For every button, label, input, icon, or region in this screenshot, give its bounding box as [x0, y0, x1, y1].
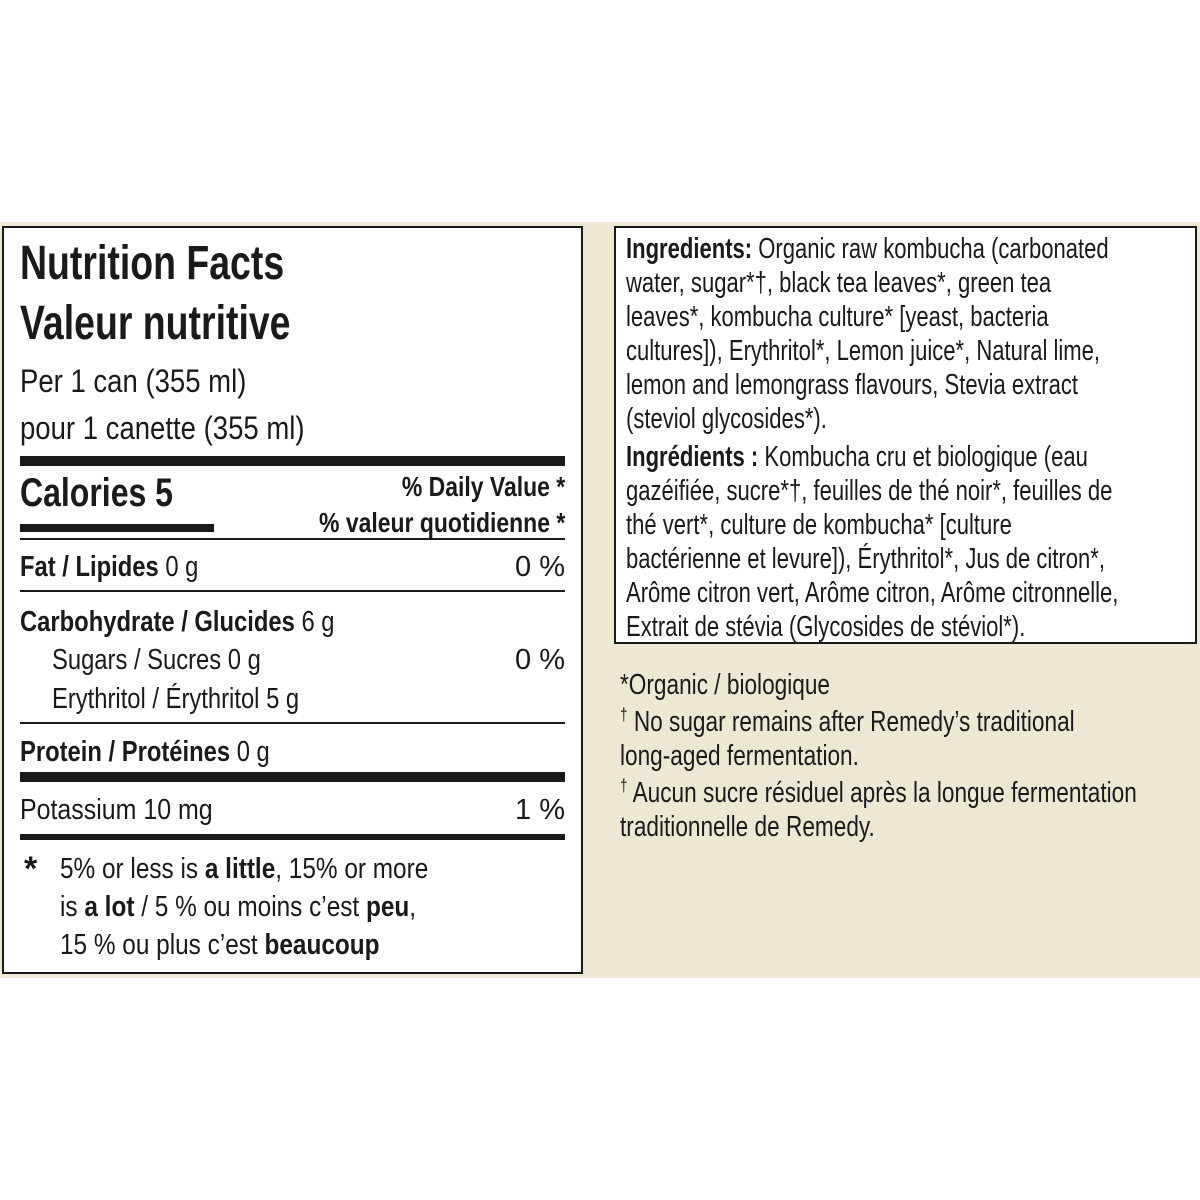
thick-rule [20, 456, 565, 466]
serving-size-en: Per 1 can (355 ml) [20, 363, 247, 399]
nutrition-title-en: Nutrition Facts [20, 237, 285, 290]
calories-rule [20, 524, 214, 532]
nutrition-facts-table: Nutrition Facts Valeur nutritive Per 1 can (355 ml) pour 1 canette (355 ml) Calories 5 % Daily Value * % valeur quotidienne * Fat / Lipides 0 g 0 % Carbohydrate / Glucides 6 g Sugars / Sucres 0 g 0 % Erythritol / Érythritol 5 g Protein / Protéines 0 g Potassium 10 mg 1 % * 5% or less is a little, 15% or more is a lot / 5 % ou moins c’est peu, 15 % ou plus c’est beaucoup [2, 226, 583, 974]
ingredients-box [614, 226, 1197, 644]
divider [20, 590, 565, 592]
nutrition-title-fr: Valeur nutritive [20, 297, 291, 350]
no-sugar-note-en: † No sugar remains after Remedy’s traditional [620, 704, 1075, 738]
daily-value-fr: % valeur quotidienne * [318, 507, 565, 538]
divider [20, 722, 565, 724]
daily-value-en: % Daily Value * [401, 471, 565, 502]
thick-rule [20, 772, 565, 782]
serving-size-fr: pour 1 canette (355 ml) [20, 410, 305, 446]
ingredients-fr-label: Ingrédients : [626, 441, 759, 473]
calories-label: Calories 5 [20, 471, 173, 515]
ingredients-en-label: Ingredients: [626, 233, 753, 265]
label-footnotes: *Organic / biologique † No sugar remains after Remedy’s traditional long-aged fermentation. † Aucun sucre résiduel après la longue fermentation traditionnelle de Remedy. [620, 669, 1137, 843]
ingredients-en: Ingredients: Organic raw kombucha (carbonated water, sugar*†, black tea leaves*, green tea leaves*, kombucha culture* [yeast, bacteria cultures]), Erythritol*, Lemon juice*, Natural lime, lemon and lemongrass flavours, Stevia extract (steviol glycosides*). [626, 233, 1109, 435]
no-sugar-note-fr: † Aucun sucre résiduel après la longue fermentation [620, 775, 1137, 809]
thick-rule [20, 834, 565, 840]
divider [20, 538, 565, 540]
organic-note: *Organic / biologique [620, 669, 831, 701]
ingredients-fr: Ingrédients : Kombucha cru et biologique (eau gazéifiée, sucre*†, feuilles de thé noir*, feuilles de thé vert*, culture de kombucha* [culture bactérienne et levure]), Érythritol*, Jus de citron*, Arôme citron vert, Arôme citron, Arôme citronnelle, Extrait de stévia (Glycosides de stéviol*). [626, 441, 1119, 643]
